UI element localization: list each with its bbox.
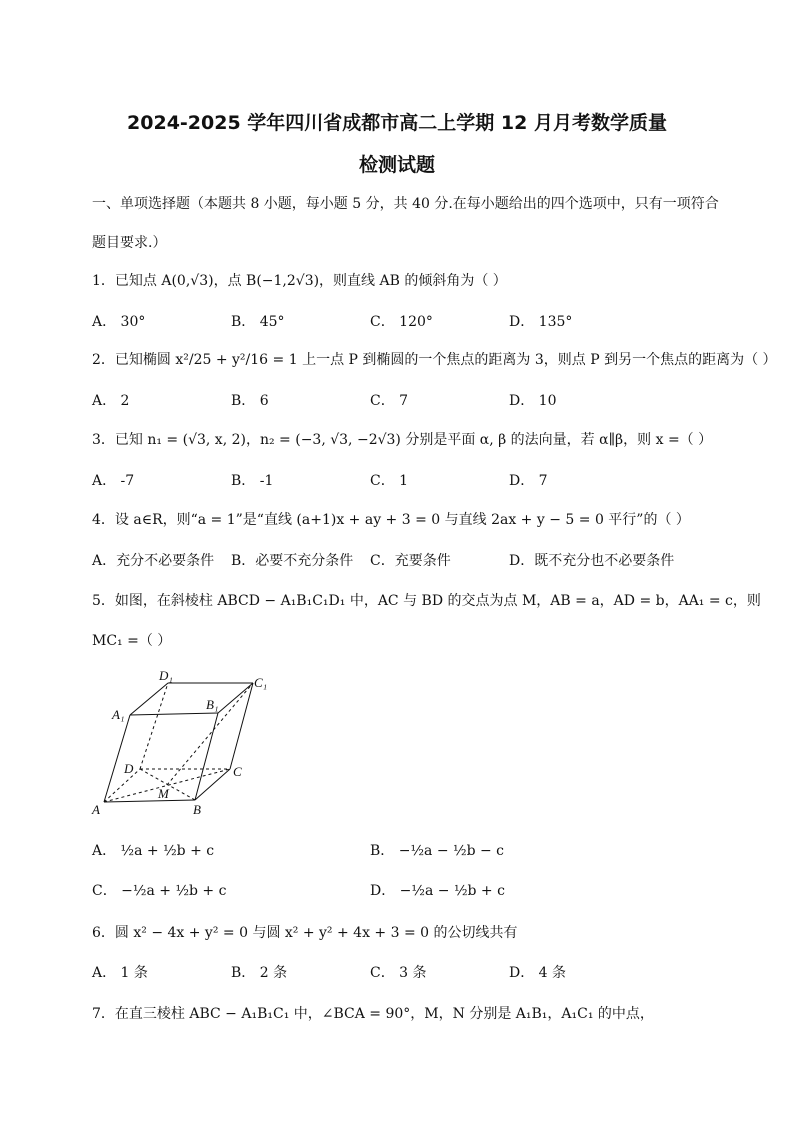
q4-option-b: B．必要不充分条件 (231, 553, 354, 569)
label-c1: C₁ (254, 675, 268, 690)
q6-option-a: A． 1 条 (92, 965, 148, 981)
q1-option-c: C． 120° (370, 314, 433, 330)
q5-stem: 5．如图，在斜棱柱 ABCD − A₁B₁C₁D₁ 中，AC 与 BD 的交点为点 M，AB = a，AD = b，AA₁ = c，则 (92, 593, 761, 609)
q1-stem: 1．已知点 A(0,√3)，点 B(−1,2√3)，则直线 AB 的倾斜角为（ ） (92, 273, 507, 289)
q5-stem-2: MC₁ =（ ） (92, 633, 172, 649)
title-line-2: 检测试题 (358, 154, 435, 176)
q3-option-d: D． 7 (509, 473, 548, 489)
q2-option-c: C． 7 (370, 393, 409, 409)
q5-option-c: C． −½a + ½b + c (92, 883, 227, 899)
q6-option-c: C． 3 条 (370, 965, 427, 981)
label-a1: A₁ (112, 707, 125, 722)
q2-stem: 2．已知椭圆 x²/25 + y²/16 = 1 上一点 P 到椭圆的一个焦点的距离为 3，则点 P 到另一个焦点的距离为（ ） (92, 352, 777, 368)
q6-stem: 6．圆 x² − 4x + y² = 0 与圆 x² + y² + 4x + 3 = 0 的公切线共有 (92, 925, 518, 941)
q1-option-a: A． 30° (92, 314, 146, 330)
q5-option-d: D． −½a − ½b + c (370, 883, 505, 899)
q3-stem: 3．已知 n₁ = (√3, x, 2)，n₂ = (−3, √3, −2√3) 分别是平面 α, β 的法向量，若 α∥β，则 x =（ ） (92, 432, 713, 448)
q3-option-c: C． 1 (370, 473, 409, 489)
label-d1: D₁ (159, 668, 173, 683)
q3-option-b: B． -1 (231, 473, 274, 489)
q5-option-b: B． −½a − ½b − c (370, 843, 505, 859)
label-m: M (158, 786, 169, 801)
q4-option-c: C．充要条件 (370, 553, 451, 569)
label-a: A (92, 802, 100, 815)
q5-option-a: A． ½a + ½b + c (92, 843, 215, 859)
label-b1: B₁ (206, 697, 219, 712)
q4-option-a: A．充分不必要条件 (92, 553, 215, 569)
q2-option-a: A． 2 (92, 393, 130, 409)
label-d: D (124, 761, 134, 776)
q4-option-d: D．既不充分也不必要条件 (509, 553, 675, 569)
q6-option-d: D． 4 条 (509, 965, 567, 981)
q2-option-b: B． 6 (231, 393, 269, 409)
q7-stem: 7．在直三棱柱 ABC − A₁B₁C₁ 中，∠BCA = 90°，M，N 分别是 A₁B₁，A₁C₁ 的中点， (92, 1006, 654, 1022)
q2-option-d: D． 10 (509, 393, 557, 409)
q1-option-b: B． 45° (231, 314, 285, 330)
label-b: B (193, 802, 201, 815)
section-intro-2: 题目要求.） (92, 235, 167, 251)
label-c: C (233, 764, 242, 779)
q3-option-a: A． -7 (92, 473, 135, 489)
prism-figure (88, 665, 278, 815)
q6-option-b: B． 2 条 (231, 965, 288, 981)
q1-option-d: D． 135° (509, 314, 573, 330)
section-intro-1: 一、单项选择题（本题共 8 小题，每小题 5 分，共 40 分.在每小题给出的四个选项中，只有一项符合 (92, 196, 719, 212)
title-line-1: 2024-2025 学年四川省成都市高二上学期 12 月月考数学质量 (127, 112, 667, 134)
q4-stem: 4．设 a∈R，则“a = 1”是“直线 (a+1)x + ay + 3 = 0 与直线 2ax + y − 5 = 0 平行”的（ ） (92, 512, 690, 528)
